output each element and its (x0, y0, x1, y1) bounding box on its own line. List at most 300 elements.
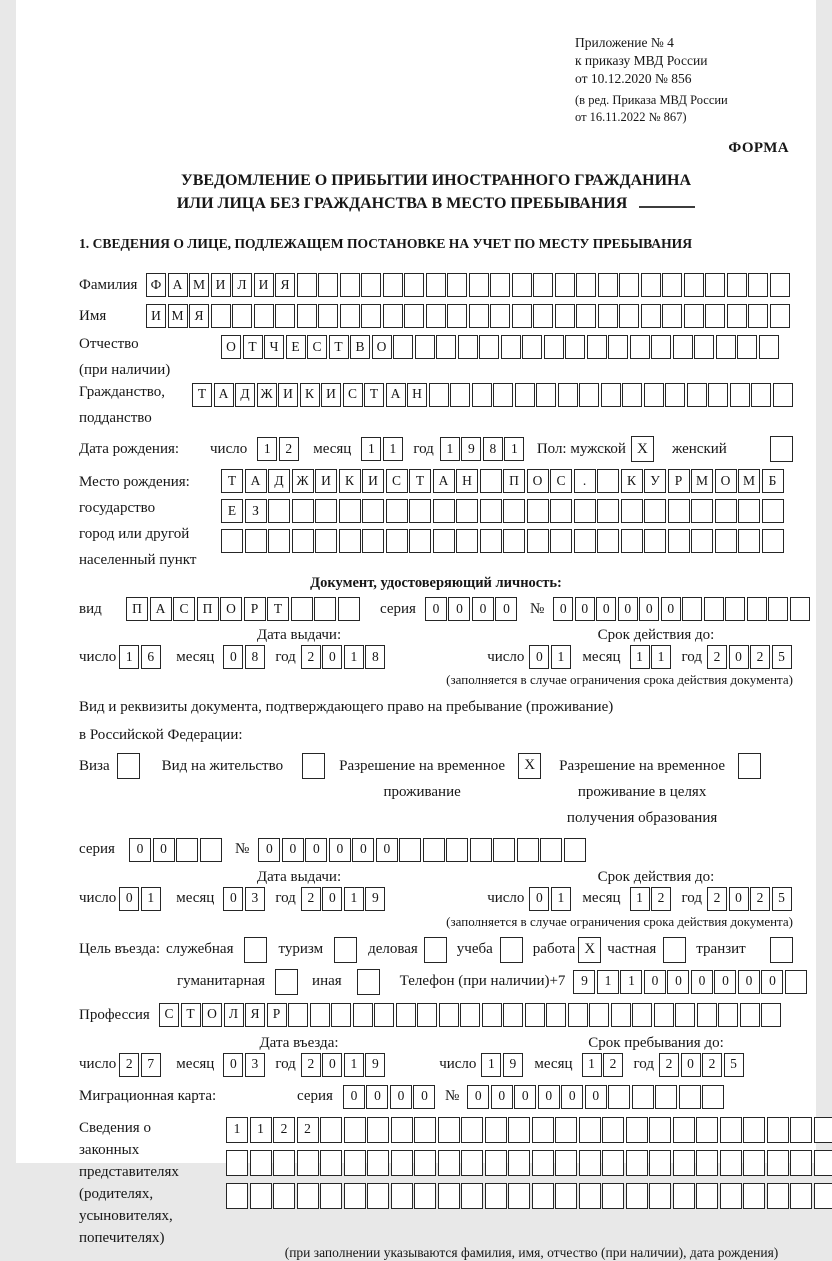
char-cell: 0 (322, 1053, 342, 1077)
char-cell (273, 1150, 295, 1176)
char-cell (574, 529, 596, 553)
edu-residence-label: Разрешение на временное проживание в целях получения образования (557, 753, 727, 832)
char-cell (675, 1003, 695, 1027)
char-cell (340, 304, 360, 328)
char-cell (761, 1003, 781, 1027)
visa-checkbox (117, 753, 140, 779)
char-cell (480, 499, 502, 523)
char-cell: А (245, 469, 267, 493)
char-cell: С (343, 383, 363, 407)
char-cell: М (189, 273, 209, 297)
identity-doc-dates-row (79, 645, 793, 669)
char-cell: А (433, 469, 455, 493)
char-cell: 0 (618, 597, 638, 621)
mc-series-cells (343, 1085, 437, 1109)
char-cell (632, 1085, 654, 1109)
char-cell: 2 (651, 887, 671, 911)
char-cell (367, 1183, 389, 1209)
char-cell: 0 (467, 1085, 489, 1109)
char-cell (297, 1150, 319, 1176)
permit-dates-row (79, 887, 793, 911)
char-cell (576, 273, 596, 297)
char-cell (762, 499, 784, 523)
char-cell (641, 273, 661, 297)
char-cell: 2 (750, 887, 770, 911)
char-cell (626, 1183, 648, 1209)
char-cell: 0 (729, 645, 749, 669)
birth-place-label-line4: населенный пункт (79, 547, 221, 573)
char-cell (273, 1183, 295, 1209)
char-cell: 0 (639, 597, 659, 621)
month-label: месяц (582, 648, 620, 667)
char-cell: А (168, 273, 188, 297)
char-cell (245, 529, 267, 553)
char-cell (338, 597, 360, 621)
char-cell (472, 383, 492, 407)
char-cell: 0 (352, 838, 374, 862)
form-marker: ФОРМА (79, 140, 789, 157)
char-cell (738, 499, 760, 523)
char-cell (438, 1183, 460, 1209)
phone-cells (573, 970, 808, 994)
char-cell (436, 335, 456, 359)
char-cell: В (350, 335, 370, 359)
char-cell (621, 499, 643, 523)
char-cell (362, 499, 384, 523)
char-cell: К (621, 469, 643, 493)
char-cell (649, 1183, 671, 1209)
char-cell (480, 469, 502, 493)
char-cell (644, 529, 666, 553)
char-cell: Д (268, 469, 290, 493)
char-cell: . (574, 469, 596, 493)
char-cell (423, 838, 445, 862)
char-cell (644, 499, 666, 523)
char-cell (785, 970, 807, 994)
char-cell (353, 1003, 373, 1027)
char-cell (619, 273, 639, 297)
char-cell: Т (329, 335, 349, 359)
char-cell (447, 304, 467, 328)
char-cell (668, 499, 690, 523)
representatives-note: (при заполнении указываются фамилия, имя, отчество (при наличии), дата рождения) (226, 1245, 832, 1261)
char-cell: 0 (691, 970, 713, 994)
char-cell (673, 1150, 695, 1176)
birth-day-cells (257, 437, 300, 461)
char-cell (318, 273, 338, 297)
char-cell: 1 (141, 887, 161, 911)
char-cell: У (644, 469, 666, 493)
char-cell (790, 597, 810, 621)
char-cell: Ф (146, 273, 166, 297)
char-cell: 0 (448, 597, 470, 621)
char-cell: О (715, 469, 737, 493)
char-cell: 8 (483, 437, 503, 461)
permit-number-label: № (235, 840, 249, 859)
char-cell (485, 1117, 507, 1143)
char-cell (705, 273, 725, 297)
char-cell: Ж (257, 383, 277, 407)
purpose-study-label: учеба (457, 940, 493, 959)
char-cell (579, 1117, 601, 1143)
char-cell (367, 1150, 389, 1176)
permit-expiry-year-cells (707, 887, 793, 911)
char-cell (450, 383, 470, 407)
char-cell (673, 1183, 695, 1209)
char-cell: И (362, 469, 384, 493)
char-cell (555, 304, 575, 328)
stay-until-caption: Срок пребывания до: (519, 1035, 793, 1052)
phone-prefix: +7 (549, 972, 565, 991)
issue-month-cells (223, 645, 266, 669)
char-cell: И (278, 383, 298, 407)
representatives-label-line1: Сведения о (79, 1117, 226, 1139)
char-cell: 0 (258, 838, 280, 862)
char-cell (409, 529, 431, 553)
char-cell (314, 597, 336, 621)
char-cell (460, 1003, 480, 1027)
doc-kind-cells (126, 597, 361, 621)
form-title-line2: ИЛИ ЛИЦА БЕЗ ГРАЖДАНСТВА В МЕСТО ПРЕБЫВАНИЯ (177, 195, 628, 212)
representatives-cells-row3 (226, 1183, 832, 1209)
char-cell (503, 499, 525, 523)
char-cell (433, 529, 455, 553)
char-cell (447, 273, 467, 297)
char-cell: 0 (366, 1085, 388, 1109)
char-cell (461, 1117, 483, 1143)
char-cell (589, 1003, 609, 1027)
char-cell (597, 499, 619, 523)
char-cell: 2 (119, 1053, 139, 1077)
char-cell: О (221, 335, 241, 359)
char-cell: 0 (223, 887, 243, 911)
char-cell (361, 273, 381, 297)
purpose-label: Цель въезда: (79, 940, 160, 959)
char-cell (292, 529, 314, 553)
char-cell: А (214, 383, 234, 407)
identity-doc-heading: Документ, удостоверяющий личность: (79, 575, 793, 592)
char-cell: 2 (301, 645, 321, 669)
char-cell (374, 1003, 394, 1027)
char-cell: Ч (264, 335, 284, 359)
residence-options-row (79, 753, 793, 832)
char-cell (597, 469, 619, 493)
char-cell: М (738, 469, 760, 493)
char-cell: 0 (529, 887, 549, 911)
char-cell: 0 (322, 645, 342, 669)
permit-expiry-day-cells (529, 887, 572, 911)
day-label: число (210, 440, 247, 459)
char-cell: О (220, 597, 242, 621)
char-cell (470, 838, 492, 862)
char-cell: 0 (425, 597, 447, 621)
char-cell (696, 1183, 718, 1209)
issue-day-cells (119, 645, 162, 669)
char-cell: 9 (365, 887, 385, 911)
char-cell: 0 (329, 838, 351, 862)
purpose-business-label: деловая (368, 940, 418, 959)
char-cell (602, 1150, 624, 1176)
patronymic-label-line1: Отчество (79, 335, 221, 354)
char-cell (576, 304, 596, 328)
char-cell: Л (232, 273, 252, 297)
char-cell (598, 304, 618, 328)
year-label: год (275, 648, 295, 667)
char-cell (649, 1117, 671, 1143)
purpose-tourism-label: туризм (278, 940, 323, 959)
char-cell (433, 499, 455, 523)
male-checkbox: X (631, 436, 654, 462)
purpose-tourism-checkbox (334, 937, 357, 963)
purpose-transit-checkbox (770, 937, 793, 963)
char-cell (391, 1117, 413, 1143)
char-cell (250, 1150, 272, 1176)
char-cell (668, 529, 690, 553)
char-cell (679, 1085, 701, 1109)
char-cell: 1 (620, 970, 642, 994)
char-cell: 1 (481, 1053, 501, 1077)
char-cell (608, 335, 628, 359)
char-cell (315, 529, 337, 553)
char-cell: Ж (292, 469, 314, 493)
char-cell (493, 383, 513, 407)
char-cell (632, 1003, 652, 1027)
char-cell: Т (364, 383, 384, 407)
identity-doc-row (79, 597, 793, 621)
char-cell: 0 (322, 887, 342, 911)
char-cell (767, 1117, 789, 1143)
char-cell (485, 1183, 507, 1209)
char-cell (320, 1117, 342, 1143)
char-cell (275, 304, 295, 328)
char-cell (297, 1183, 319, 1209)
char-cell (720, 1150, 742, 1176)
doc-series-cells (425, 597, 519, 621)
char-cell: 2 (603, 1053, 623, 1077)
phone-label: Телефон (при наличии) (400, 972, 550, 991)
char-cell: 1 (630, 887, 650, 911)
year-label: год (275, 889, 295, 908)
char-cell (409, 499, 431, 523)
arrival-notification-form (16, 0, 816, 1163)
char-cell: 0 (644, 970, 666, 994)
permit-number-cells (258, 838, 587, 862)
char-cell (702, 1085, 724, 1109)
char-cell (221, 529, 243, 553)
char-cell (226, 1183, 248, 1209)
char-cell (393, 335, 413, 359)
char-cell: М (691, 469, 713, 493)
char-cell: 0 (538, 1085, 560, 1109)
char-cell: 1 (344, 887, 364, 911)
char-cell: 5 (772, 887, 792, 911)
char-cell (550, 529, 572, 553)
char-cell: О (372, 335, 392, 359)
char-cell (532, 1117, 554, 1143)
char-cell: 1 (582, 1053, 602, 1077)
char-cell (767, 1150, 789, 1176)
char-cell: Р (668, 469, 690, 493)
char-cell: 0 (553, 597, 573, 621)
char-cell: 0 (223, 1053, 243, 1077)
char-cell (493, 838, 515, 862)
char-cell (574, 499, 596, 523)
day-label: число (487, 889, 524, 908)
char-cell (522, 335, 542, 359)
char-cell (641, 304, 661, 328)
name-row (79, 304, 793, 328)
char-cell (414, 1150, 436, 1176)
purpose-private-checkbox (663, 937, 686, 963)
residence-intro-line2: в Российской Федерации: (79, 726, 793, 745)
representatives-label-line4: (родителях, (79, 1183, 226, 1205)
char-cell (456, 529, 478, 553)
char-cell: 5 (772, 645, 792, 669)
char-cell: Т (409, 469, 431, 493)
char-cell: 1 (597, 970, 619, 994)
blank-underline (639, 206, 695, 208)
char-cell (232, 304, 252, 328)
char-cell (508, 1150, 530, 1176)
purpose-other-checkbox (357, 969, 380, 995)
char-cell (725, 597, 745, 621)
char-cell (743, 1117, 765, 1143)
char-cell (718, 1003, 738, 1027)
char-cell (490, 273, 510, 297)
char-cell (461, 1150, 483, 1176)
char-cell (602, 1183, 624, 1209)
char-cell: 6 (141, 645, 161, 669)
char-cell: 1 (551, 887, 571, 911)
profession-label: Профессия (79, 1003, 159, 1025)
char-cell (404, 304, 424, 328)
char-cell (768, 597, 788, 621)
char-cell (533, 304, 553, 328)
char-cell: Д (235, 383, 255, 407)
profession-cells (159, 1003, 783, 1027)
char-cell (200, 838, 222, 862)
char-cell (268, 499, 290, 523)
char-cell: 1 (630, 645, 650, 669)
residence-permit-label: Вид на жительство (162, 753, 283, 776)
purpose-row1 (79, 937, 793, 963)
representatives-cells-row2 (226, 1150, 832, 1176)
birth-place-cells-row3 (221, 529, 785, 553)
year-label: год (682, 648, 702, 667)
char-cell (320, 1183, 342, 1209)
char-cell: 2 (707, 645, 727, 669)
representatives-label-line3: представителях (79, 1161, 226, 1183)
char-cell (622, 383, 642, 407)
char-cell (226, 1150, 248, 1176)
day-label: число (439, 1055, 476, 1074)
char-cell (503, 1003, 523, 1027)
char-cell (705, 304, 725, 328)
expiry-year-cells (707, 645, 793, 669)
char-cell: И (146, 304, 166, 328)
birth-month-cells (361, 437, 404, 461)
char-cell (587, 335, 607, 359)
char-cell: 0 (667, 970, 689, 994)
char-cell: П (197, 597, 219, 621)
char-cell (344, 1150, 366, 1176)
appendix-line: от 10.12.2020 № 856 (575, 70, 793, 88)
char-cell: 8 (245, 645, 265, 669)
char-cell (716, 335, 736, 359)
representatives-label-line6: попечителях) (79, 1227, 226, 1249)
expiry-date-caption: Срок действия до: (519, 627, 793, 644)
char-cell: 2 (702, 1053, 722, 1077)
char-cell: Т (221, 469, 243, 493)
char-cell (426, 273, 446, 297)
expiry-day-cells (529, 645, 572, 669)
char-cell (743, 1183, 765, 1209)
char-cell: 0 (585, 1085, 607, 1109)
stay-year-cells (659, 1053, 745, 1077)
char-cell: 2 (279, 437, 299, 461)
char-cell: 0 (153, 838, 175, 862)
char-cell (814, 1183, 832, 1209)
char-cell (568, 1003, 588, 1027)
permit-validity-note: (заполняется в случае ограничения срока действия документа) (79, 914, 793, 930)
char-cell: 0 (714, 970, 736, 994)
char-cell: 0 (282, 838, 304, 862)
doc-series-label: серия (380, 600, 416, 619)
surname-cells (146, 273, 791, 297)
purpose-official-checkbox (244, 937, 267, 963)
validity-note: (заполняется в случае ограничения срока действия документа) (79, 672, 793, 688)
day-label: число (79, 1055, 116, 1074)
permit-series-label: серия (79, 840, 129, 859)
birth-date-label: Дата рождения: (79, 440, 200, 459)
char-cell (429, 383, 449, 407)
char-cell (730, 383, 750, 407)
char-cell (579, 383, 599, 407)
char-cell (469, 273, 489, 297)
char-cell: 0 (495, 597, 517, 621)
month-label: месяц (176, 1055, 214, 1074)
char-cell (532, 1150, 554, 1176)
char-cell (310, 1003, 330, 1027)
year-label: год (682, 889, 702, 908)
char-cell (558, 383, 578, 407)
issue-date-caption: Дата выдачи: (79, 627, 519, 644)
char-cell (597, 529, 619, 553)
month-label: месяц (176, 648, 214, 667)
purpose-work-label: работа (533, 940, 576, 959)
form-title (79, 170, 793, 215)
char-cell (540, 838, 562, 862)
representatives-cells-row1 (226, 1117, 832, 1143)
char-cell: П (503, 469, 525, 493)
char-cell: С (386, 469, 408, 493)
char-cell (527, 529, 549, 553)
form-title-line1: УВЕДОМЛЕНИЕ О ПРИБЫТИИ ИНОСТРАННОГО ГРАЖДАНИНА (79, 170, 793, 193)
char-cell (414, 1117, 436, 1143)
char-cell (665, 383, 685, 407)
char-cell: Т (181, 1003, 201, 1027)
char-cell (250, 1183, 272, 1209)
citizenship-row (79, 383, 793, 428)
char-cell: 0 (681, 1053, 701, 1077)
char-cell (446, 838, 468, 862)
char-cell (508, 1117, 530, 1143)
char-cell (399, 838, 421, 862)
name-label: Имя (79, 304, 146, 326)
permit-issue-year-cells (301, 887, 387, 911)
char-cell (704, 597, 724, 621)
char-cell: 1 (651, 645, 671, 669)
